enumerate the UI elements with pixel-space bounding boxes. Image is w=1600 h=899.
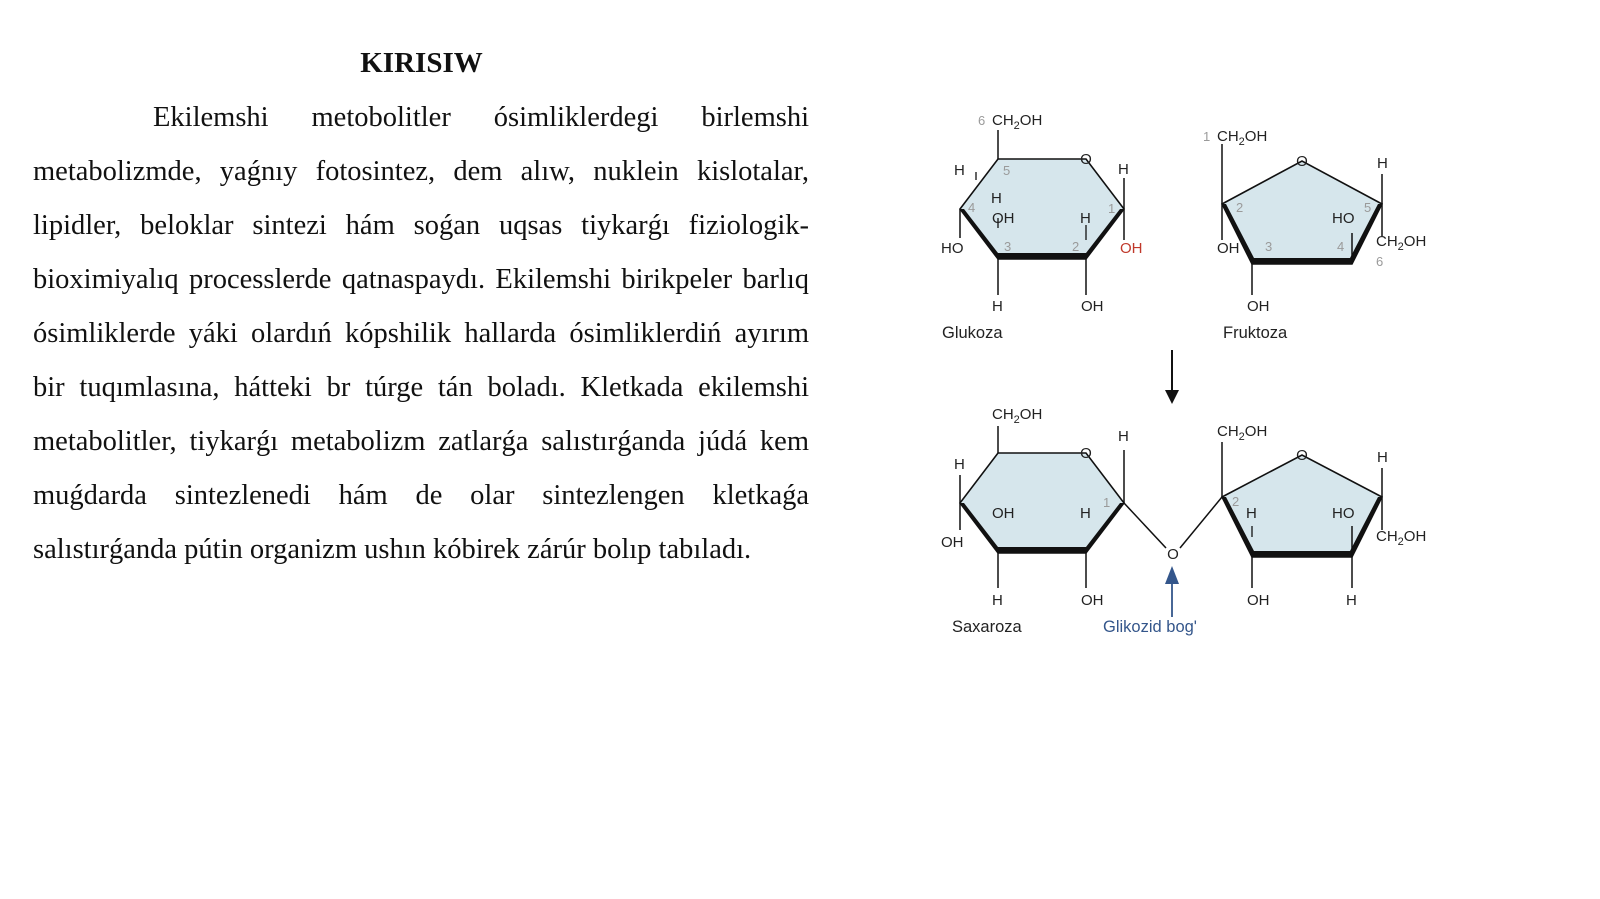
body-paragraph: Ekilemshi metobolitler ósimliklerdegi birlemshi metabolizmde, yaǵnıy fotosintez, dem alıw, nuklein kislotalar, lipidler, beloklar sintezi hám soǵan uqsas tiykarǵı fiziologik-bioximiyalıq processlerde qatnaspaydı. Ekilemshi birikpeler barlıq ósimliklerde yáki olardıń kópshilik hallarda ósimliklerdiń ayırım bir tuqımlasına, hátteki br túrge tán boladı. Kletkada ekilemshi metabolitler, tiykarǵı metabolizm zatlarǵa salıstırǵanda júdá kem muǵdarda sintezlenedi hám de olar sintezlengen kletkaǵa salıstırǵanda pútin organizm ushın kóbirek zárúr bolıp tabıladı. — [33, 102, 809, 565]
fructose-label: Fruktoza — [1223, 324, 1288, 342]
sucrose-glucose-c3-oh: OH — [992, 505, 1015, 522]
sucrose-fructose-c5-h: H — [1377, 449, 1388, 466]
glucose-label: Glukoza — [942, 324, 1003, 342]
fructose-c2-oh: OH — [1217, 240, 1240, 257]
fructose-c1-ch2oh: $CH_2OH$ — [1217, 128, 1268, 148]
fructose-structure — [1203, 128, 1426, 342]
sucrose-glucose-c5-h: H — [954, 456, 965, 473]
glucose-ring-oxygen: O — [1080, 151, 1092, 168]
sucrose-label: Saxaroza — [952, 618, 1022, 636]
fructose-c4-ho: HO — [1332, 210, 1355, 227]
glucose-c2-oh: OH — [1081, 298, 1104, 315]
glucose-c4-ho: HO — [941, 240, 964, 257]
sucrose-glucose-c4-oh: OH — [941, 534, 964, 551]
sucrose-glucose-c1-number: 1 — [1103, 495, 1111, 510]
sucrose-glucose-ch2oh: $CH_2OH$ — [992, 406, 1043, 426]
glucose-ring — [960, 159, 1124, 259]
fructose-c5-h: H — [1377, 155, 1388, 172]
sucrose-structure — [941, 406, 1426, 636]
glycosidic-bond-label: Glikozid bog' — [1103, 618, 1197, 636]
fructose-c1-number: 1 — [1203, 129, 1211, 144]
sucrose-fructose-c3-h: H — [1246, 505, 1257, 522]
fructose-c5-number: 5 — [1364, 200, 1372, 215]
glucose-c3-oh-up: OH — [992, 210, 1015, 227]
sucrose-fructose-c4-h: H — [1346, 592, 1357, 609]
reaction-arrow-icon — [1165, 350, 1179, 404]
glucose-c2-number: 2 — [1072, 239, 1080, 254]
glycosidic-bond-arrow-icon — [1165, 566, 1179, 617]
sucrose-fructose-c6-ch2oh: $CH_2OH$ — [1376, 528, 1427, 548]
glucose-c1-number: 1 — [1108, 201, 1116, 216]
glucose-c6-number: 6 — [978, 113, 986, 128]
glucose-c4-number: 4 — [968, 200, 976, 215]
glucose-structure — [941, 112, 1143, 342]
glucose-anomeric-oh: OH — [1120, 240, 1143, 257]
glucose-c5-number: 5 — [1003, 163, 1011, 178]
glucose-c5-h: H — [954, 162, 965, 179]
fructose-c3-number: 3 — [1265, 239, 1273, 254]
sucrose-fructose-c4-ho: HO — [1332, 505, 1355, 522]
fructose-c6-ch2oh: $CH_2OH$ — [1376, 233, 1427, 253]
sucrose-fructose-c2-number: 2 — [1232, 494, 1240, 509]
glucose-c3-number: 3 — [1004, 239, 1012, 254]
sucrose-fructose-ring-oxygen: O — [1296, 447, 1308, 464]
glucose-c1-h: H — [1118, 161, 1129, 178]
fructose-c4-number: 4 — [1337, 239, 1345, 254]
fructose-c3-oh: OH — [1247, 298, 1270, 315]
fructose-c6-number: 6 — [1376, 254, 1384, 269]
glycosidic-oxygen: O — [1167, 546, 1179, 563]
page-title: KIRISIW — [360, 47, 483, 79]
glucose-c3-h: H — [992, 298, 1003, 315]
fructose-ring-oxygen: O — [1296, 153, 1308, 170]
glucose-c4-h: H — [991, 190, 1002, 207]
glucose-c6-ch2oh: $CH_2OH$ — [992, 112, 1043, 132]
sucrose-glucose-ring — [960, 453, 1124, 553]
sucrose-glucose-c2-oh: OH — [1081, 592, 1104, 609]
glucose-c2-h: H — [1080, 210, 1091, 227]
sugar-structure-diagram — [940, 100, 1450, 660]
fructose-c2-number: 2 — [1236, 200, 1244, 215]
sucrose-fructose-ch2oh: $CH_2OH$ — [1217, 423, 1268, 443]
sucrose-fructose-c3-oh: OH — [1247, 592, 1270, 609]
sucrose-glucose-c3-h: H — [992, 592, 1003, 609]
sucrose-glucose-ring-oxygen: O — [1080, 445, 1092, 462]
sucrose-glucose-c2-h: H — [1080, 505, 1091, 522]
sucrose-glucose-c1-h: H — [1118, 428, 1129, 445]
